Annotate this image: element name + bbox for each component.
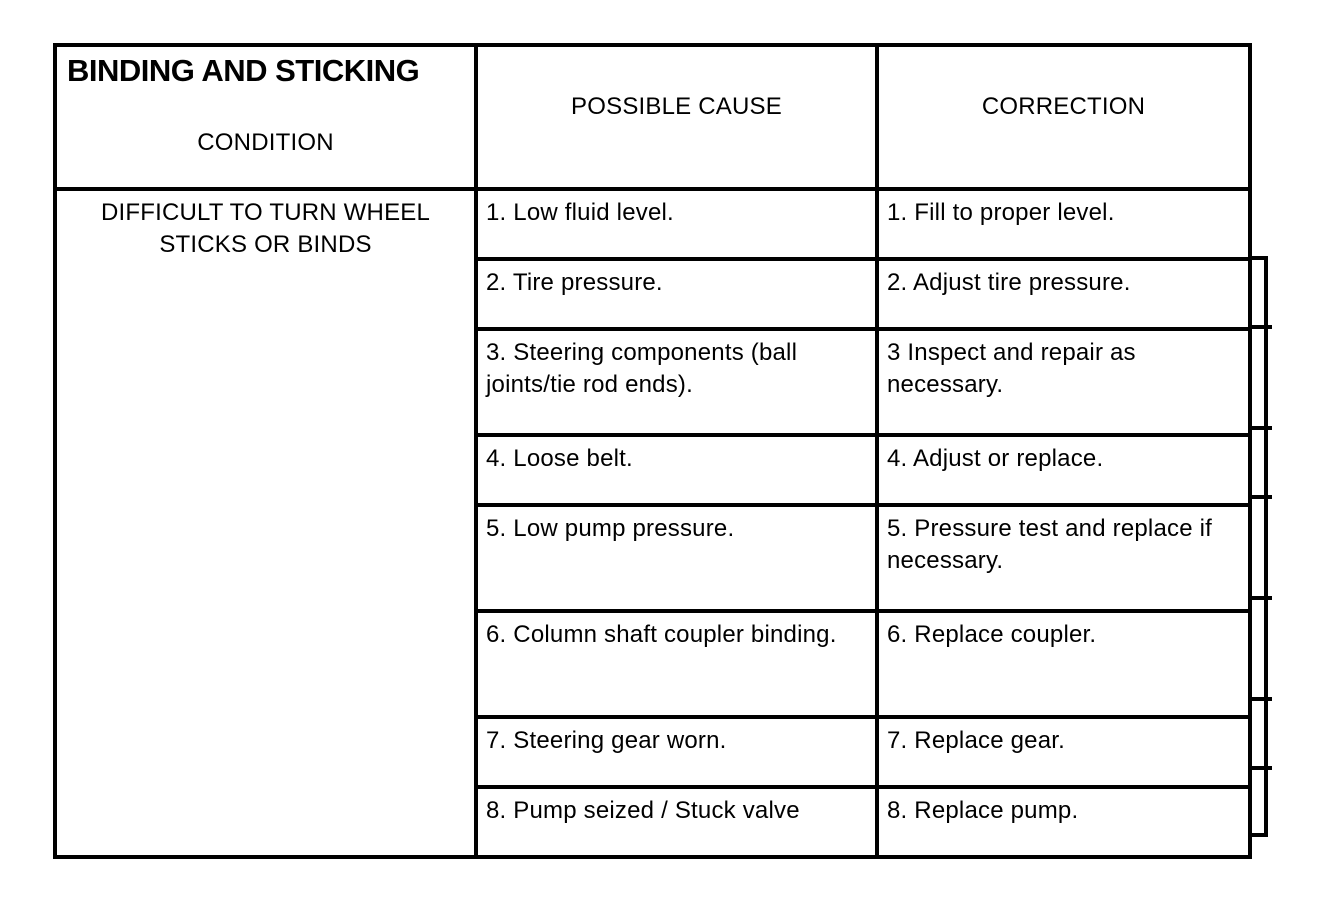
cause-cell: 6. Column shaft coupler binding.	[476, 611, 877, 717]
cause-header: POSSIBLE CAUSE	[476, 45, 877, 189]
offset-border-line	[1251, 766, 1272, 770]
cause-cell: 7. Steering gear worn.	[476, 717, 877, 787]
correction-cell: 4. Adjust or replace.	[877, 435, 1250, 505]
offset-border-line	[1251, 426, 1272, 430]
table-header-row	[55, 45, 1250, 189]
offset-border-column	[1251, 256, 1268, 837]
offset-border-line	[1251, 325, 1272, 329]
troubleshooting-table	[53, 43, 1252, 859]
offset-border-line	[1251, 697, 1272, 701]
correction-cell: 8. Replace pump.	[877, 787, 1250, 857]
cause-cell: 2. Tire pressure.	[476, 259, 877, 329]
cause-cell: 8. Pump seized / Stuck valve	[476, 787, 877, 857]
offset-border-line	[1251, 596, 1272, 600]
troubleshooting-table-wrapper	[53, 43, 1252, 859]
offset-border-line	[1251, 495, 1272, 499]
correction-cell: 3 Inspect and repair as necessary.	[877, 329, 1250, 435]
condition-cell: DIFFICULT TO TURN WHEEL STICKS OR BINDS	[55, 189, 476, 857]
correction-cell: 6. Replace coupler.	[877, 611, 1250, 717]
condition-header: CONDITION	[197, 129, 334, 156]
cause-cell: 1. Low fluid level.	[476, 189, 877, 259]
correction-header: CORRECTION	[877, 45, 1250, 189]
cause-cell: 3. Steering components (ball joints/tie rod ends).	[476, 329, 877, 435]
condition-header-cell	[55, 45, 476, 189]
correction-cell: 1. Fill to proper level.	[877, 189, 1250, 259]
table-row	[55, 189, 1250, 259]
correction-cell: 2. Adjust tire pressure.	[877, 259, 1250, 329]
correction-cell: 7. Replace gear.	[877, 717, 1250, 787]
correction-cell: 5. Pressure test and replace if necessary.	[877, 505, 1250, 611]
cause-cell: 4. Loose belt.	[476, 435, 877, 505]
cause-cell: 5. Low pump pressure.	[476, 505, 877, 611]
section-title: BINDING AND STICKING	[67, 53, 420, 88]
